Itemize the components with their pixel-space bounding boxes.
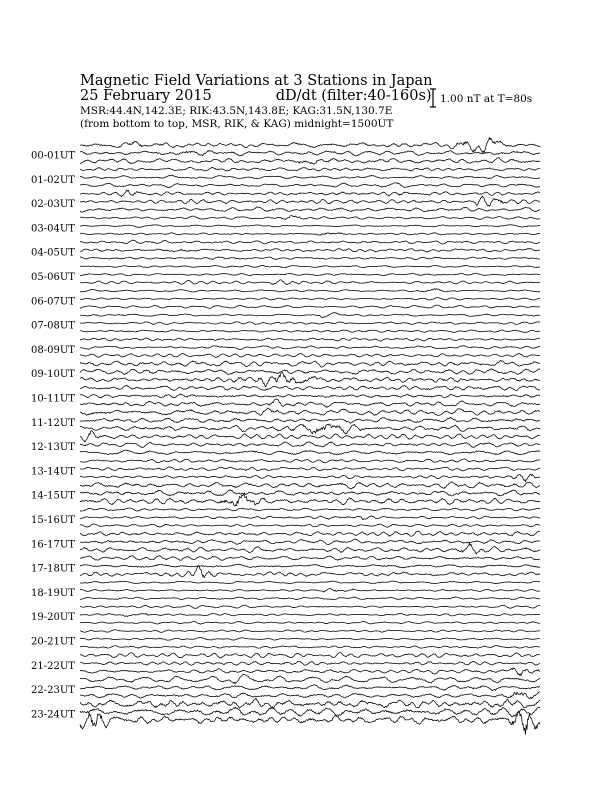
trace-msr	[80, 372, 540, 387]
trace-kag	[80, 385, 540, 390]
hour-label: 08-09UT	[31, 344, 75, 356]
trace-msr	[80, 399, 540, 407]
hour-label: 21-22UT	[31, 660, 75, 672]
trace-msr	[80, 158, 540, 164]
trace-rik	[80, 589, 540, 592]
trace-kag	[80, 408, 540, 416]
trace-rik	[80, 467, 540, 471]
hour-label: 01-02UT	[31, 174, 75, 186]
trace-msr	[80, 597, 540, 600]
trace-rik	[80, 707, 540, 717]
trace-rik	[80, 394, 540, 398]
trace-kag	[80, 674, 540, 683]
trace-kag	[80, 653, 540, 658]
trace-kag	[80, 313, 540, 318]
hour-label: 04-05UT	[31, 247, 75, 259]
trace-rik	[80, 490, 540, 496]
chart-title: Magnetic Field Variations at 3 Stations in Japan	[80, 73, 433, 89]
trace-msr	[80, 621, 540, 624]
trace-msr	[80, 668, 540, 676]
trace-kag	[80, 556, 540, 561]
hour-label: 15-16UT	[31, 515, 75, 526]
hour-label: 20-21UT	[31, 636, 75, 648]
trace-msr	[80, 450, 540, 455]
date-label: 25 February 2015	[80, 88, 212, 104]
hour-label: 19-20UT	[31, 612, 75, 624]
hour-label: 13-14UT	[31, 466, 75, 478]
hour-label: 05-06UT	[31, 272, 75, 283]
trace-kag	[80, 531, 540, 536]
trace-rik	[80, 369, 540, 375]
hour-label: 17-18UT	[31, 563, 75, 575]
trace-kag	[80, 482, 540, 489]
trace-kag	[80, 630, 540, 633]
trace-rik	[80, 417, 540, 423]
hour-label: 12-13UT	[31, 442, 75, 454]
trace-kag	[80, 167, 540, 171]
trace-msr	[80, 280, 540, 285]
trace-rik	[80, 273, 540, 276]
scale-label: 1.00 nT at T=80s	[440, 93, 533, 105]
hour-label: 07-08UT	[31, 320, 75, 332]
trace-kag	[80, 605, 540, 608]
trace-kag	[80, 698, 540, 708]
trace-msr	[80, 424, 540, 434]
hour-label: 10-11UT	[31, 393, 75, 405]
trace-rik	[80, 225, 540, 228]
trace-kag	[80, 240, 540, 244]
trace-rik	[80, 322, 540, 325]
hour-label: 23-24UT	[31, 709, 75, 721]
trace-rik	[80, 297, 540, 300]
trace-msr	[80, 353, 540, 357]
trace-msr	[80, 711, 540, 734]
station-coordinates: MSR:44.4N,142.3E; RIK:43.5N,143.8E; KAG:31.5N,130.7E	[80, 105, 393, 117]
hour-label: 18-19UT	[31, 587, 75, 599]
hour-label: 14-15UT	[31, 490, 75, 502]
hour-label: 00-01UT	[31, 150, 75, 162]
trace-rik	[80, 685, 540, 691]
trace-msr	[80, 257, 540, 260]
trace-rik	[80, 248, 540, 252]
trace-kag	[80, 508, 540, 511]
trace-kag	[80, 216, 540, 220]
station-order-note: (from bottom to top, MSR, RIK, & KAG)	[80, 118, 291, 130]
hour-label: 09-10UT	[31, 369, 75, 381]
hour-label: 22-23UT	[31, 685, 75, 697]
trace-kag	[80, 459, 540, 463]
trace-msr	[80, 183, 540, 188]
trace-msr	[80, 305, 540, 308]
trace-msr	[80, 645, 540, 648]
trace-rik	[80, 661, 540, 665]
trace-msr	[80, 207, 540, 212]
hour-label: 02-03UT	[31, 199, 75, 211]
trace-kag	[80, 581, 540, 584]
trace-kag	[80, 289, 540, 292]
trace-msr	[80, 330, 540, 333]
trace-kag	[80, 265, 540, 267]
trace-rik	[80, 638, 540, 641]
trace-rik	[80, 196, 540, 206]
trace-msr	[80, 566, 540, 578]
trace-kag	[80, 338, 540, 341]
trace-rik	[80, 442, 540, 448]
midnight-note: midnight=1500UT	[294, 118, 394, 130]
trace-rik	[80, 564, 540, 568]
trace-msr	[80, 543, 540, 554]
trace-rik	[80, 516, 540, 520]
component-label: dD/dt (filter:40-160s)	[275, 88, 432, 104]
hour-label: 16-17UT	[31, 539, 75, 551]
trace-rik	[80, 151, 540, 156]
trace-kag	[80, 360, 540, 367]
trace-kag	[80, 137, 540, 153]
trace-msr	[80, 692, 540, 699]
trace-kag	[80, 431, 540, 442]
trace-msr	[80, 474, 540, 482]
hour-label: 11-12UT	[31, 417, 75, 429]
hour-label: 06-07UT	[31, 296, 75, 308]
hour-label: 03-04UT	[31, 223, 75, 235]
trace-kag	[80, 190, 540, 197]
trace-msr	[80, 493, 540, 506]
trace-rik	[80, 346, 540, 350]
trace-msr	[80, 524, 540, 527]
trace-rik	[80, 175, 540, 179]
trace-rik	[80, 613, 540, 616]
trace-msr	[80, 233, 540, 236]
